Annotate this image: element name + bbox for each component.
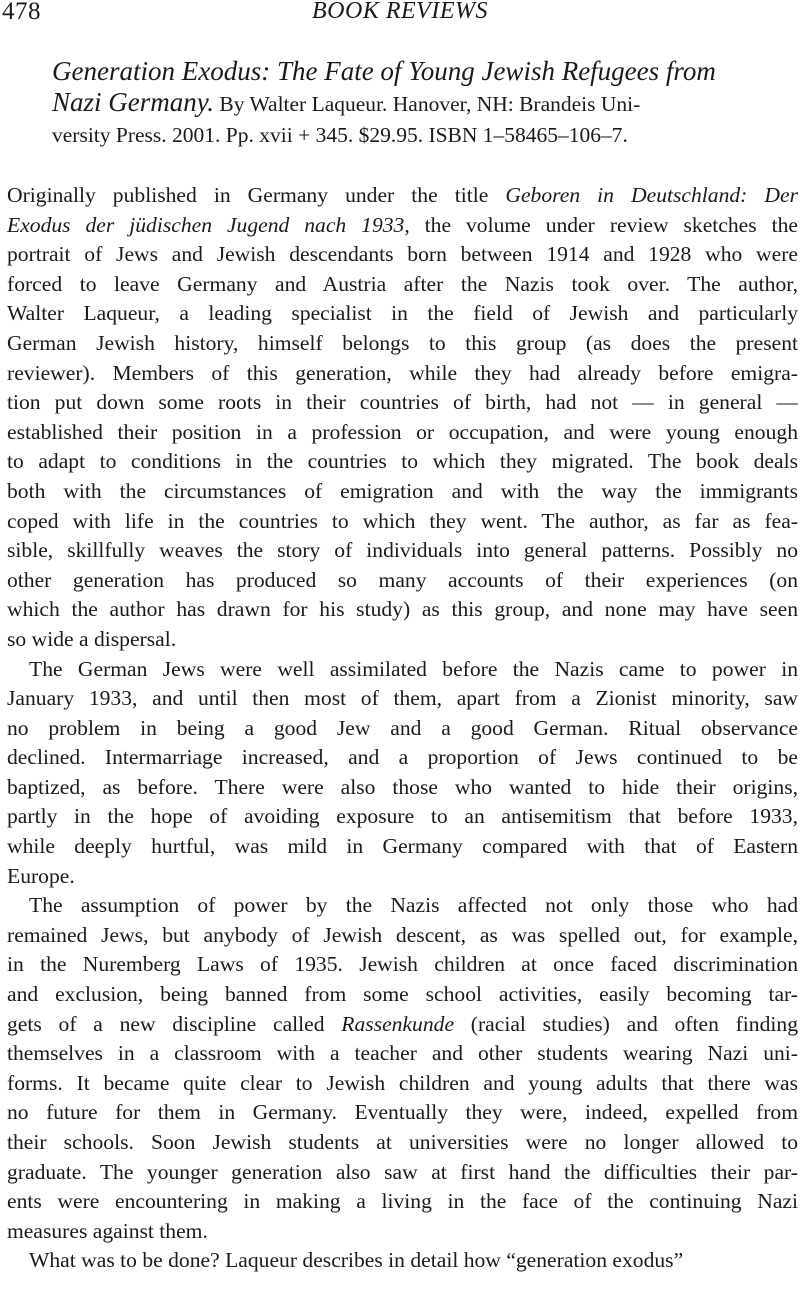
body-line: no problem in being a good Jew and a good German. Ritual observance xyxy=(7,715,798,740)
body-line xyxy=(7,211,798,241)
body-line: baptized, as before. There were also those who wanted to hide their origins, xyxy=(7,774,798,799)
page-number: 478 xyxy=(2,0,41,25)
body-line: The assumption of power by the Nazis affected not only those who had xyxy=(29,893,798,918)
body-line-text: (racial studies) and often finding xyxy=(454,1011,798,1036)
review-body xyxy=(7,181,798,1276)
citation-title-line-2 xyxy=(52,87,790,120)
body-line: ents were encountering in making a living in the face of the continuing Nazi xyxy=(7,1189,798,1214)
body-line: measures against them. xyxy=(7,1218,208,1243)
italic-title: Exodus der jüdischen Jugend nach 1933, xyxy=(7,212,410,237)
body-line xyxy=(7,181,798,211)
citation-details: versity Press. 2001. Pp. xvii + 345. $29.95. ISBN 1–58465–106–7. xyxy=(52,123,628,147)
body-line: declined. Intermarriage increased, and a proportion of Jews continued to be xyxy=(7,745,798,770)
body-line: coped with life in the countries to which they went. The author, as far as fea- xyxy=(7,508,798,533)
body-line: German Jewish history, himself belongs to this group (as does the present xyxy=(7,330,798,355)
body-line: tion put down some roots in their countries of birth, had not — in general — xyxy=(7,390,798,415)
section-title: BOOK REVIEWS xyxy=(312,0,488,24)
citation-publication-info: By Walter Laqueur. Hanover, NH: Brandeis Uni- xyxy=(214,92,641,116)
citation-title-end: Nazi Germany. xyxy=(52,87,214,117)
body-line: forced to leave Germany and Austria after the Nazis took over. The author, xyxy=(7,271,798,296)
body-line: forms. It became quite clear to Jewish children and young adults that there was xyxy=(7,1070,798,1095)
body-line: to adapt to conditions in the countries to which they migrated. The book deals xyxy=(7,449,798,474)
body-line: portrait of Jews and Jewish descendants born between 1914 and 1928 who were xyxy=(7,242,798,267)
body-line: Walter Laqueur, a leading specialist in the field of Jewish and particularly xyxy=(7,301,798,326)
body-line: sible, skillfully weaves the story of individuals into general patterns. Possibly no xyxy=(7,538,798,563)
body-line-text: Originally published in Germany under the title xyxy=(7,183,506,207)
body-line: in the Nuremberg Laws of 1935. Jewish children at once faced discrimination xyxy=(7,952,798,977)
italic-title: Geboren in Deutschland: Der xyxy=(505,183,798,207)
body-line: graduate. The younger generation also saw at first hand the difficulties their par- xyxy=(7,1159,798,1184)
body-line-text: gets of a new discipline called xyxy=(7,1011,342,1036)
body-line: January 1933, and until then most of them, apart from a Zionist minority, saw xyxy=(7,686,798,711)
body-line: reviewer). Members of this generation, while they had already before emigra- xyxy=(7,360,798,385)
body-line: remained Jews, but anybody of Jewish descent, as was spelled out, for example, xyxy=(7,922,798,947)
body-line-text: the volume under review sketches the xyxy=(409,212,798,237)
body-line: which the author has drawn for his study) as this group, and none may have seen xyxy=(7,597,798,622)
body-line: partly in the hope of avoiding exposure to an antisemitism that before 1933, xyxy=(7,804,798,829)
body-line: themselves in a classroom with a teacher and other students wearing Nazi uni- xyxy=(7,1041,798,1066)
citation-title-line-1: Generation Exodus: The Fate of Young Jewish Refugees from xyxy=(52,56,716,86)
body-line: The German Jews were well assimilated before the Nazis came to power in xyxy=(29,656,798,681)
body-line: other generation has produced so many accounts of their experiences (on xyxy=(7,567,798,592)
body-line: their schools. Soon Jewish students at universities were no longer allowed to xyxy=(7,1130,798,1154)
body-line: no future for them in Germany. Eventually they were, indeed, expelled from xyxy=(7,1100,798,1125)
running-head xyxy=(0,0,800,30)
body-line: both with the circumstances of emigration and with the way the immigrants xyxy=(7,478,798,503)
body-line: established their position in a profession or occupation, and were young enough xyxy=(7,419,798,444)
body-line: and exclusion, being banned from some school activities, easily becoming tar- xyxy=(7,982,798,1007)
italic-title: Rassenkunde xyxy=(341,1011,455,1036)
book-citation xyxy=(52,56,790,151)
body-line: Europe. xyxy=(7,863,75,888)
body-line: What was to be done? Laqueur describes in detail how “generation exodus” xyxy=(29,1248,684,1273)
body-line: so wide a dispersal. xyxy=(7,626,177,651)
body-line: while deeply hurtful, was mild in Germany compared with that of Eastern xyxy=(7,834,798,859)
body-line xyxy=(7,1010,798,1040)
